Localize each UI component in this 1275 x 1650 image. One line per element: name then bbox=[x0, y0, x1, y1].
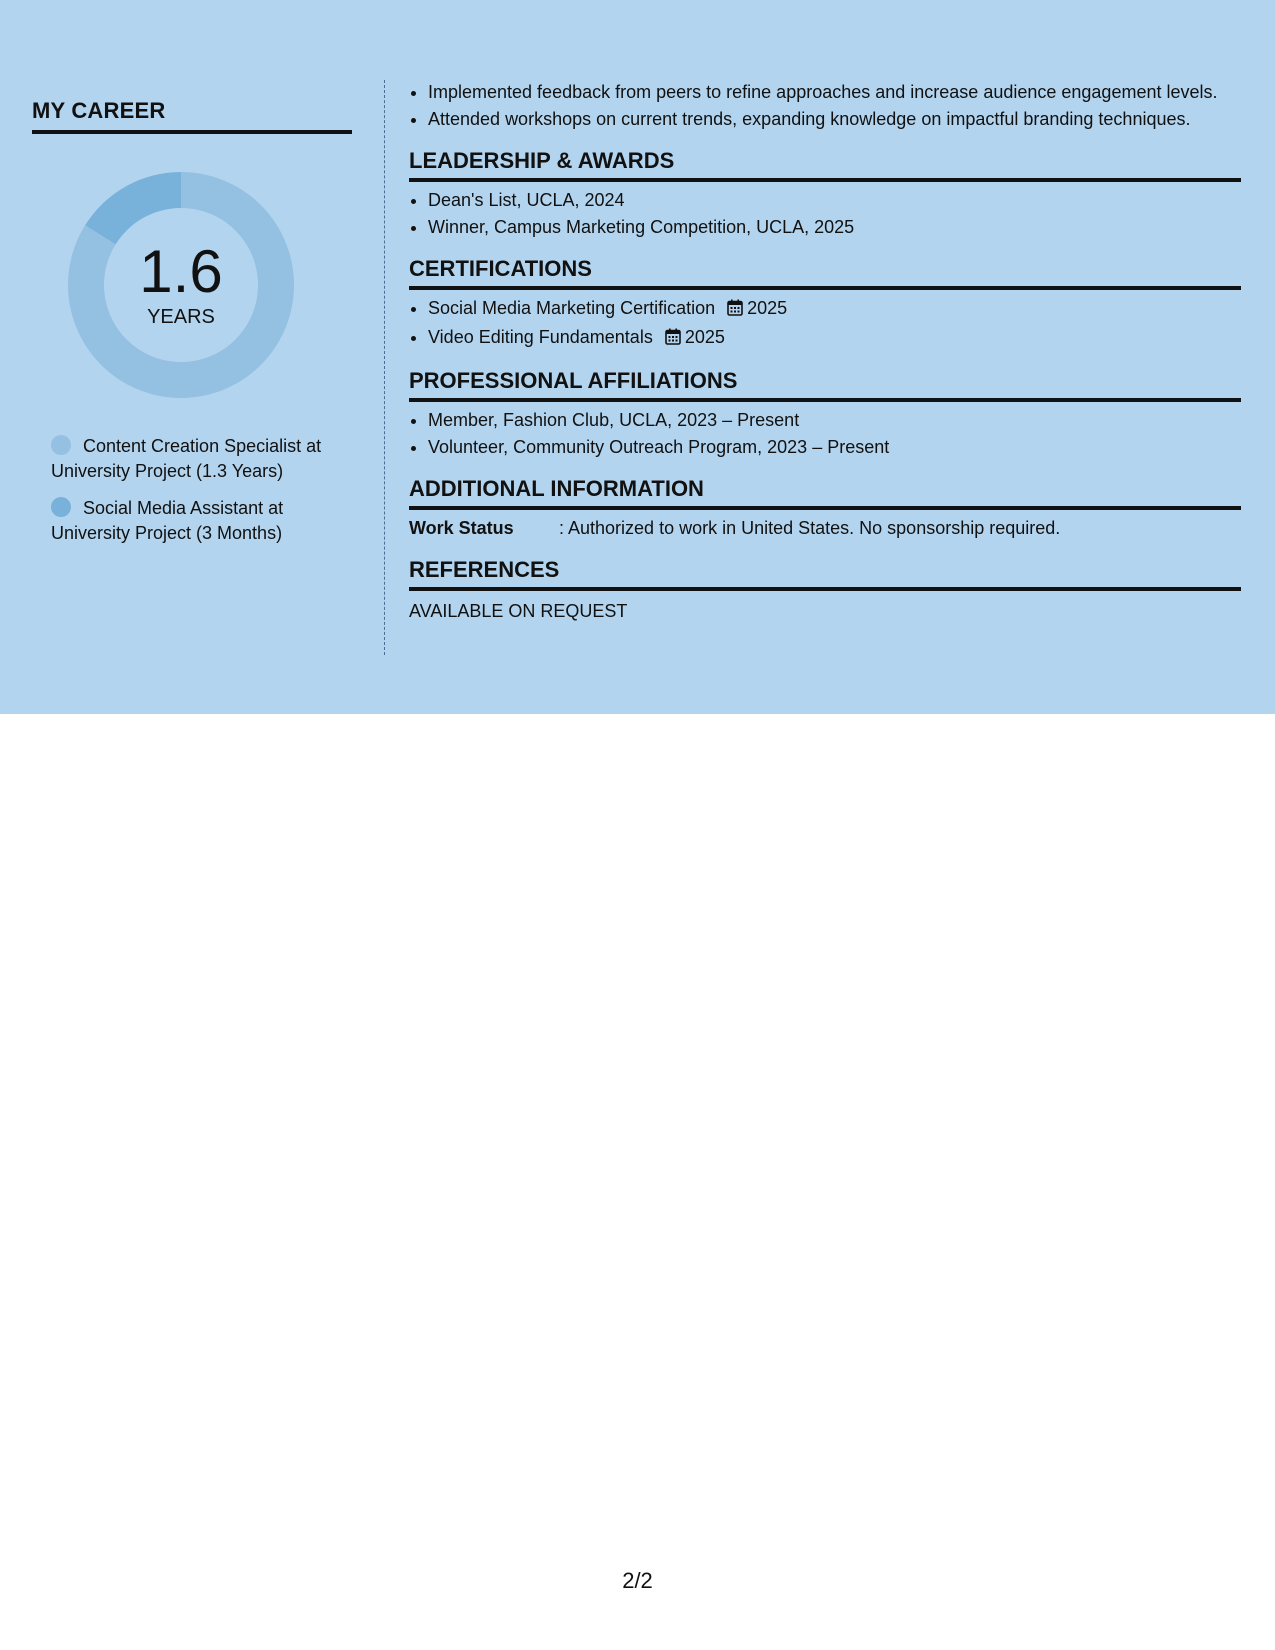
leadership-list bbox=[409, 188, 1241, 240]
page-number: 2/2 bbox=[622, 1568, 653, 1593]
list-item: • Dean's List, UCLA, 2024 bbox=[428, 188, 1241, 213]
certification-year: 2025 bbox=[684, 327, 725, 347]
list-item bbox=[428, 296, 1241, 323]
career-total-unit: YEARS bbox=[147, 305, 215, 328]
certification-year: 2025 bbox=[747, 298, 788, 318]
list-item: • Attended workshops on current trends, expanding knowledge on impactful branding techniques. bbox=[428, 107, 1241, 132]
section-title-affiliations: PROFESSIONAL AFFILIATIONS bbox=[409, 368, 1241, 402]
work-status-value: : Authorized to work in United States. No sponsorship required. bbox=[559, 518, 1061, 538]
section-title-certifications: CERTIFICATIONS bbox=[409, 256, 1241, 290]
section-title-references: REFERENCES bbox=[409, 557, 1241, 591]
experience-bullets bbox=[409, 80, 1241, 132]
certification-name: Social Media Marketing Certification bbox=[428, 298, 716, 318]
legend-item bbox=[51, 434, 331, 484]
affiliations-list bbox=[409, 408, 1241, 460]
work-status-row bbox=[409, 516, 1241, 541]
legend-label: Social Media Assistant at University Project (3 Months) bbox=[51, 498, 284, 543]
list-item bbox=[428, 325, 1241, 352]
career-legend bbox=[32, 434, 352, 546]
legend-item bbox=[51, 496, 331, 546]
career-donut-chart bbox=[66, 170, 296, 400]
list-item: • Volunteer, Community Outreach Program, 2023 – Present bbox=[428, 435, 1241, 460]
section-title-leadership: LEADERSHIP & AWARDS bbox=[409, 148, 1241, 182]
career-panel bbox=[32, 98, 352, 558]
career-total bbox=[66, 170, 296, 400]
legend-label: Content Creation Specialist at University Project (1.3 Years) bbox=[51, 436, 322, 481]
career-heading: MY CAREER bbox=[32, 98, 352, 134]
work-status-label: Work Status bbox=[409, 518, 514, 538]
section-title-additional: ADDITIONAL INFORMATION bbox=[409, 476, 1241, 510]
career-total-value: 1.6 bbox=[139, 237, 223, 305]
references-text: AVAILABLE ON REQUEST bbox=[409, 601, 628, 621]
resume-main bbox=[409, 80, 1241, 624]
list-item: • Implemented feedback from peers to refine approaches and increase audience engagement levels. bbox=[428, 80, 1241, 105]
calendar-icon bbox=[665, 327, 681, 352]
certifications-list bbox=[409, 296, 1241, 352]
legend-dot bbox=[51, 435, 71, 455]
list-item: • Winner, Campus Marketing Competition, UCLA, 2025 bbox=[428, 215, 1241, 240]
column-divider bbox=[384, 80, 385, 655]
list-item: • Member, Fashion Club, UCLA, 2023 – Present bbox=[428, 408, 1241, 433]
certification-name: Video Editing Fundamentals bbox=[428, 327, 653, 347]
calendar-icon bbox=[727, 298, 743, 323]
legend-dot bbox=[51, 497, 71, 517]
